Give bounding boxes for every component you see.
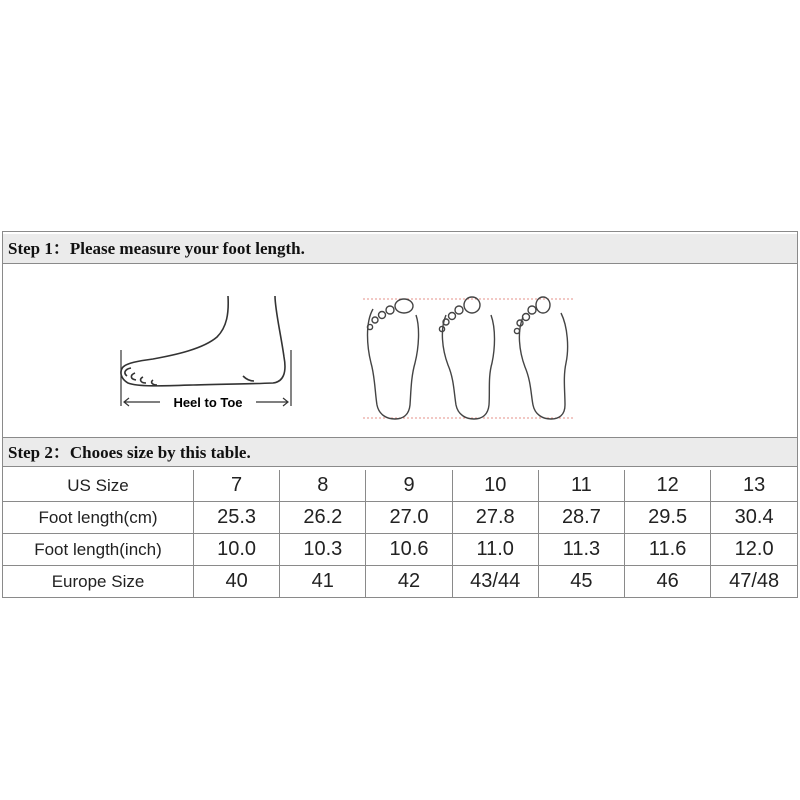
heel-to-toe-label: Heel to Toe bbox=[173, 395, 243, 410]
table-cell: 27.0 bbox=[366, 502, 452, 534]
size-chart bbox=[2, 231, 798, 598]
step1-heading: Step 1：Please measure your foot length. bbox=[3, 234, 797, 264]
table-row bbox=[3, 566, 797, 598]
table-cell: 13 bbox=[711, 470, 797, 502]
row-label-europe-size: Europe Size bbox=[3, 566, 194, 598]
table-cell: 43/44 bbox=[452, 566, 538, 598]
table-cell: 30.4 bbox=[711, 502, 797, 534]
table-cell: 10.6 bbox=[366, 534, 452, 566]
table-cell: 45 bbox=[538, 566, 624, 598]
table-cell: 10.0 bbox=[194, 534, 280, 566]
measure-guide-lines bbox=[363, 299, 575, 418]
foot-illustration bbox=[3, 265, 797, 436]
sole-foot-icon-1 bbox=[367, 299, 418, 419]
step2-heading: Step 2：Chooes size by this table. bbox=[3, 437, 797, 467]
sole-foot-icon-2 bbox=[439, 297, 494, 419]
table-cell: 7 bbox=[194, 470, 280, 502]
table-cell: 28.7 bbox=[538, 502, 624, 534]
row-label-foot-length-inch: Foot length(inch) bbox=[3, 534, 194, 566]
table-cell: 11.0 bbox=[452, 534, 538, 566]
table-cell: 11 bbox=[538, 470, 624, 502]
table-cell: 11.3 bbox=[538, 534, 624, 566]
table-cell: 40 bbox=[194, 566, 280, 598]
table-cell: 26.2 bbox=[280, 502, 366, 534]
table-cell: 41 bbox=[280, 566, 366, 598]
table-cell: 10 bbox=[452, 470, 538, 502]
table-cell: 46 bbox=[625, 566, 711, 598]
table-cell: 29.5 bbox=[625, 502, 711, 534]
side-foot-icon bbox=[121, 296, 285, 386]
row-label-us-size: US Size bbox=[3, 470, 194, 502]
table-cell: 47/48 bbox=[711, 566, 797, 598]
table-cell: 42 bbox=[366, 566, 452, 598]
table-row bbox=[3, 470, 797, 502]
table-cell: 12 bbox=[625, 470, 711, 502]
size-table bbox=[3, 470, 797, 597]
table-cell: 10.3 bbox=[280, 534, 366, 566]
table-cell: 25.3 bbox=[194, 502, 280, 534]
table-cell: 9 bbox=[366, 470, 452, 502]
measurement-illustration bbox=[3, 265, 797, 436]
row-label-foot-length-cm: Foot length(cm) bbox=[3, 502, 194, 534]
table-cell: 8 bbox=[280, 470, 366, 502]
table-row bbox=[3, 502, 797, 534]
table-row bbox=[3, 534, 797, 566]
sole-foot-icon-3 bbox=[514, 297, 567, 419]
table-cell: 27.8 bbox=[452, 502, 538, 534]
table-cell: 11.6 bbox=[625, 534, 711, 566]
table-cell: 12.0 bbox=[711, 534, 797, 566]
